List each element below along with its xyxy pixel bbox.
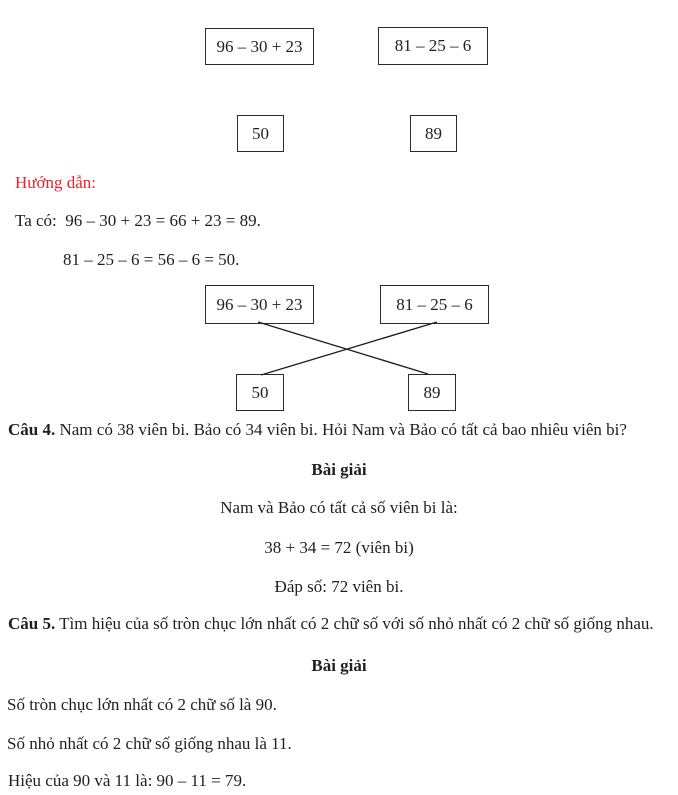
diagram-expression-box-1: 96 – 30 + 23 [205,285,314,324]
cau5-solution-line-2: Số nhỏ nhất có 2 chữ số giống nhau là 11. [7,734,292,753]
cau4-solution-answer: Đáp số: 72 viên bi. [274,577,404,596]
cau4-label: Câu 4. [8,420,56,439]
connector-line-expr2-to-50 [261,322,437,375]
guidance-line-2: 81 – 25 – 6 = 56 – 6 = 50. [63,250,240,269]
connector-line-expr1-to-89 [258,322,428,374]
diagram-expression-box-2: 81 – 25 – 6 [380,285,489,324]
cau4-solution-line-1: Nam và Bảo có tất cả số viên bi là: [220,498,458,517]
cau4-question [8,420,670,440]
cau4-question-text: Nam có 38 viên bi. Bảo có 34 viên bi. Hỏi Nam và Bảo có tất cả bao nhiêu viên bi? [55,420,627,439]
guidance-line-1-label: Ta có: [15,211,57,230]
exercise-answer-box-50: 50 [237,115,284,152]
guidance-line-1 [15,211,261,231]
cau5-solution-heading: Bài giải [311,656,367,675]
guidance-heading: Hướng dẫn: [15,173,96,192]
cau4-solution-heading: Bài giải [311,460,367,479]
guidance-line-1-expression: 96 – 30 + 23 = 66 + 23 = 89. [65,211,261,230]
cau4-solution-line-2: 38 + 34 = 72 (viên bi) [264,538,414,557]
diagram-answer-box-50: 50 [236,374,284,411]
exercise-expression-box-2: 81 – 25 – 6 [378,27,488,65]
exercise-answer-box-89: 89 [410,115,457,152]
exercise-expression-box-1: 96 – 30 + 23 [205,28,314,65]
cau5-question [8,614,670,634]
cau5-label: Câu 5. [8,614,56,633]
cau5-question-text: Tìm hiệu của số tròn chục lớn nhất có 2 chữ số với số nhỏ nhất có 2 chữ số giống nhau. [55,614,654,633]
cau5-solution-answer: Hiệu của 90 và 11 là: 90 – 11 = 79. [8,771,247,790]
diagram-answer-box-89: 89 [408,374,456,411]
cau5-solution-line-1: Số tròn chục lớn nhất có 2 chữ số là 90. [7,695,277,714]
